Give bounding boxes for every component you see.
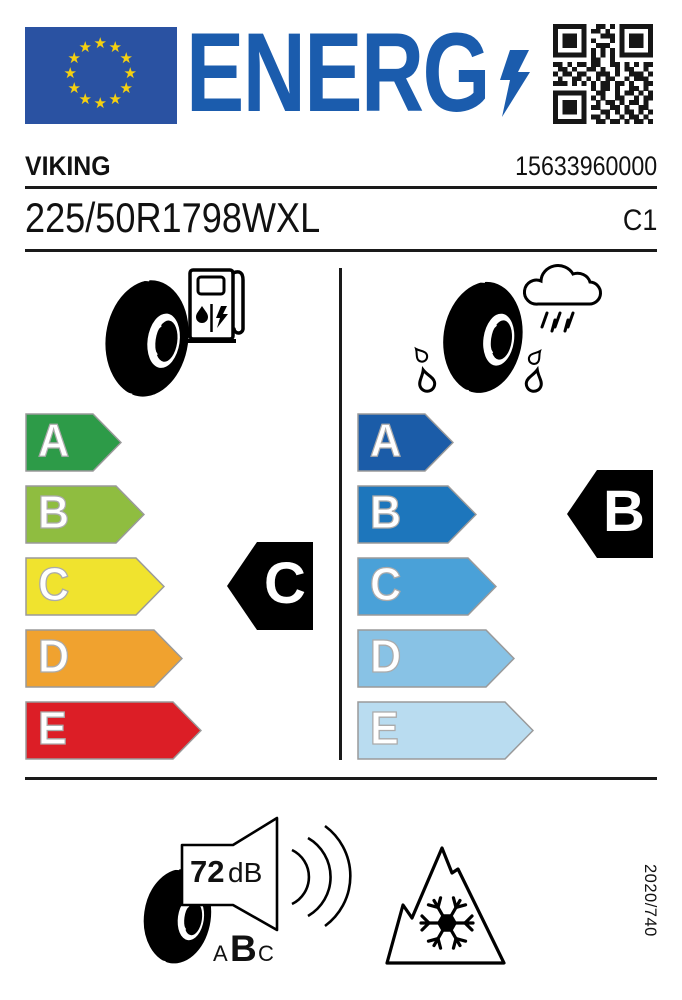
qr-code [553, 24, 653, 124]
divider-top [25, 186, 657, 189]
wet-class-c-label: C [370, 558, 402, 610]
water-splash-icon [408, 346, 568, 398]
tyre-icon [92, 272, 196, 404]
eu-star-icon: ★ [108, 90, 122, 108]
eu-star-icon: ★ [78, 90, 92, 108]
noise-unit: dB [228, 857, 263, 888]
lightning-bolt-icon [499, 50, 533, 118]
divider-bottom [25, 777, 657, 780]
eu-star-icon: ★ [123, 64, 137, 82]
eu-flag-icon [25, 27, 177, 124]
eu-star-icon: ★ [119, 49, 133, 67]
wet-class-d-label: D [370, 630, 402, 682]
eu-star-icon: ★ [67, 49, 81, 67]
eu-star-icon: ★ [63, 64, 77, 82]
fuel-pump-icon [186, 258, 250, 348]
wet-class-b-label: B [370, 486, 402, 538]
tyre-class-text: C1 [622, 204, 657, 237]
fuel-class-a-label: A [38, 414, 70, 466]
fuel-class-b-label: B [38, 486, 70, 538]
rain-cloud-icon [521, 260, 607, 340]
eu-star-icon: ★ [93, 94, 107, 112]
wet-class-a-label: A [370, 414, 402, 466]
article-number-text: 15633960000 [514, 151, 657, 181]
noise-class-c: C [258, 941, 274, 966]
noise-class-a: A [213, 941, 228, 966]
fuel-class-c-label: C [38, 558, 70, 610]
eu-star-icon: ★ [108, 38, 122, 56]
brand-name-text: VIKING [25, 151, 111, 181]
energ-logo-text: ENERG [186, 10, 489, 135]
wet-class-e-label: E [370, 702, 399, 754]
eu-star-icon: ★ [67, 79, 81, 97]
wet-rating-letter: B [603, 479, 645, 544]
fuel-class-e-label: E [38, 702, 67, 754]
regulation-reference: 2020/740 [641, 864, 659, 937]
fuel-class-d-label: D [38, 630, 70, 682]
divider-middle [25, 249, 657, 252]
eu-star-icon: ★ [93, 34, 107, 52]
tyre-size-text: 225/50R1798WXL [25, 194, 321, 241]
eu-star-icon: ★ [119, 79, 133, 97]
eu-star-icon: ★ [78, 38, 92, 56]
column-divider [339, 268, 342, 760]
noise-class-b: B [230, 928, 257, 969]
article-number [25, 153, 657, 180]
noise-value: 72 [190, 854, 225, 889]
fuel-rating-letter: C [264, 551, 306, 616]
snow-grip-icon [383, 836, 509, 968]
tyre-class [25, 206, 657, 236]
noise-speaker-icon [150, 800, 400, 980]
